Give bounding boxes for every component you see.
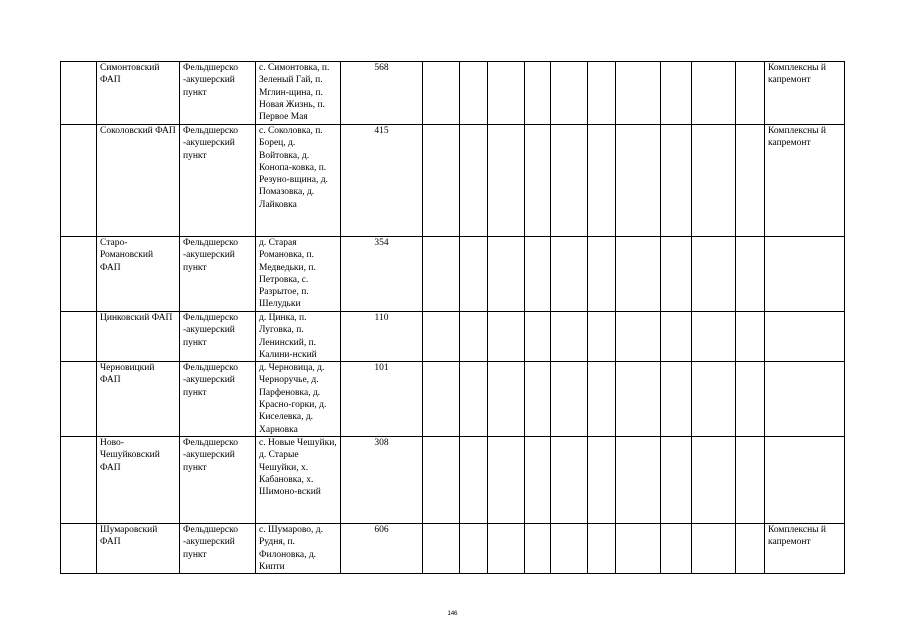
empty-cell [588,125,616,237]
empty-cell [525,237,551,312]
empty-cell [423,62,460,125]
settlements-cell: с. Соколовка, п. Борец, д. Войтовка, д. Конопа-ковка, п. Резуно-вщина, д. Помазовка, д. Лайковка [256,125,341,237]
empty-cell [488,362,525,437]
note-cell: Комплексны й капремонт [765,125,845,237]
settlements-cell: с. Симонтовка, п. Зеленый Гай, п. Мглин-щина, п. Новая Жизнь, п. Первое Мая [256,62,341,125]
facility-name-cell: Ново-Чешуйковский ФАП [97,437,180,524]
empty-cell [61,362,97,437]
empty-cell [588,524,616,574]
facility-type-cell: Фельдшерско -акушерский пункт [180,312,256,362]
empty-cell [525,362,551,437]
empty-cell [423,524,460,574]
population-cell: 101 [341,362,423,437]
empty-cell [661,125,692,237]
population-cell: 110 [341,312,423,362]
facility-name-cell: Симонтовский ФАП [97,62,180,125]
empty-cell [551,237,588,312]
settlements-cell: с. Шумарово, д. Рудня, п. Филоновка, д. Кипти [256,524,341,574]
empty-cell [525,524,551,574]
empty-cell [488,312,525,362]
table-row [61,62,845,125]
empty-cell [736,62,765,125]
empty-cell [551,524,588,574]
empty-cell [460,125,488,237]
empty-cell [588,437,616,524]
empty-cell [460,437,488,524]
empty-cell [525,437,551,524]
empty-cell [61,62,97,125]
note-cell [765,362,845,437]
settlements-cell: д. Цинка, п. Луговка, п. Ленинский, п. Калини-нский [256,312,341,362]
table-row [61,125,845,237]
empty-cell [616,125,661,237]
facility-type-cell: Фельдшерско -акушерский пункт [180,125,256,237]
empty-cell [736,437,765,524]
table-row [61,312,845,362]
empty-cell [525,62,551,125]
empty-cell [736,312,765,362]
empty-cell [736,237,765,312]
empty-cell [588,312,616,362]
empty-cell [661,312,692,362]
empty-cell [692,237,736,312]
facility-name-cell: Черновицкий ФАП [97,362,180,437]
empty-cell [61,312,97,362]
empty-cell [61,125,97,237]
table-row [61,362,845,437]
empty-cell [616,362,661,437]
empty-cell [551,312,588,362]
note-cell: Комплексны й капремонт [765,524,845,574]
empty-cell [736,524,765,574]
facility-type-cell: Фельдшерско -акушерский пункт [180,62,256,125]
population-cell: 308 [341,437,423,524]
facility-name-cell: Цинковский ФАП [97,312,180,362]
empty-cell [460,524,488,574]
empty-cell [661,62,692,125]
empty-cell [551,125,588,237]
empty-cell [661,362,692,437]
empty-cell [616,312,661,362]
empty-cell [661,524,692,574]
empty-cell [551,437,588,524]
facility-type-cell: Фельдшерско -акушерский пункт [180,237,256,312]
empty-cell [692,524,736,574]
population-cell: 415 [341,125,423,237]
note-cell [765,437,845,524]
empty-cell [616,437,661,524]
empty-cell [423,437,460,524]
settlements-cell: д. Черновица, д. Черноручье, д. Парфеновка, д. Красно-горки, д. Киселевка, д. Харновка [256,362,341,437]
note-cell: Комплексны й капремонт [765,62,845,125]
empty-cell [460,362,488,437]
empty-cell [616,237,661,312]
population-cell: 354 [341,237,423,312]
empty-cell [488,62,525,125]
table-row [61,437,845,524]
facility-type-cell: Фельдшерско -акушерский пункт [180,437,256,524]
empty-cell [588,237,616,312]
empty-cell [692,312,736,362]
empty-cell [588,362,616,437]
empty-cell [488,237,525,312]
table-row [61,237,845,312]
empty-cell [460,312,488,362]
empty-cell [488,125,525,237]
empty-cell [551,362,588,437]
empty-cell [61,524,97,574]
empty-cell [616,524,661,574]
empty-cell [488,437,525,524]
empty-cell [588,62,616,125]
empty-cell [488,524,525,574]
settlements-cell: с. Новые Чешуйки, д. Старые Чешуйки, х. Кабановка, х. Шимоно-вский [256,437,341,524]
empty-cell [736,362,765,437]
empty-cell [736,125,765,237]
table-row [61,524,845,574]
settlements-cell: д. Старая Романовка, п. Медведьки, п. Петровка, с. Разрытое, п. Шелудьки [256,237,341,312]
population-cell: 606 [341,524,423,574]
facility-name-cell: Соколовский ФАП [97,125,180,237]
facility-type-cell: Фельдшерско -акушерский пункт [180,524,256,574]
empty-cell [460,62,488,125]
empty-cell [616,62,661,125]
empty-cell [661,437,692,524]
empty-cell [692,62,736,125]
empty-cell [423,237,460,312]
empty-cell [692,362,736,437]
facility-name-cell: Шумаровский ФАП [97,524,180,574]
empty-cell [661,237,692,312]
facility-type-cell: Фельдшерско -акушерский пункт [180,362,256,437]
empty-cell [423,362,460,437]
empty-cell [551,62,588,125]
population-cell: 568 [341,62,423,125]
empty-cell [525,125,551,237]
empty-cell [423,312,460,362]
empty-cell [61,237,97,312]
facility-name-cell: Старо-Романовский ФАП [97,237,180,312]
empty-cell [61,437,97,524]
facility-table [60,61,845,574]
empty-cell [460,237,488,312]
empty-cell [692,437,736,524]
note-cell [765,312,845,362]
page-number: 146 [447,611,458,617]
empty-cell [423,125,460,237]
empty-cell [692,125,736,237]
note-cell [765,237,845,312]
empty-cell [525,312,551,362]
